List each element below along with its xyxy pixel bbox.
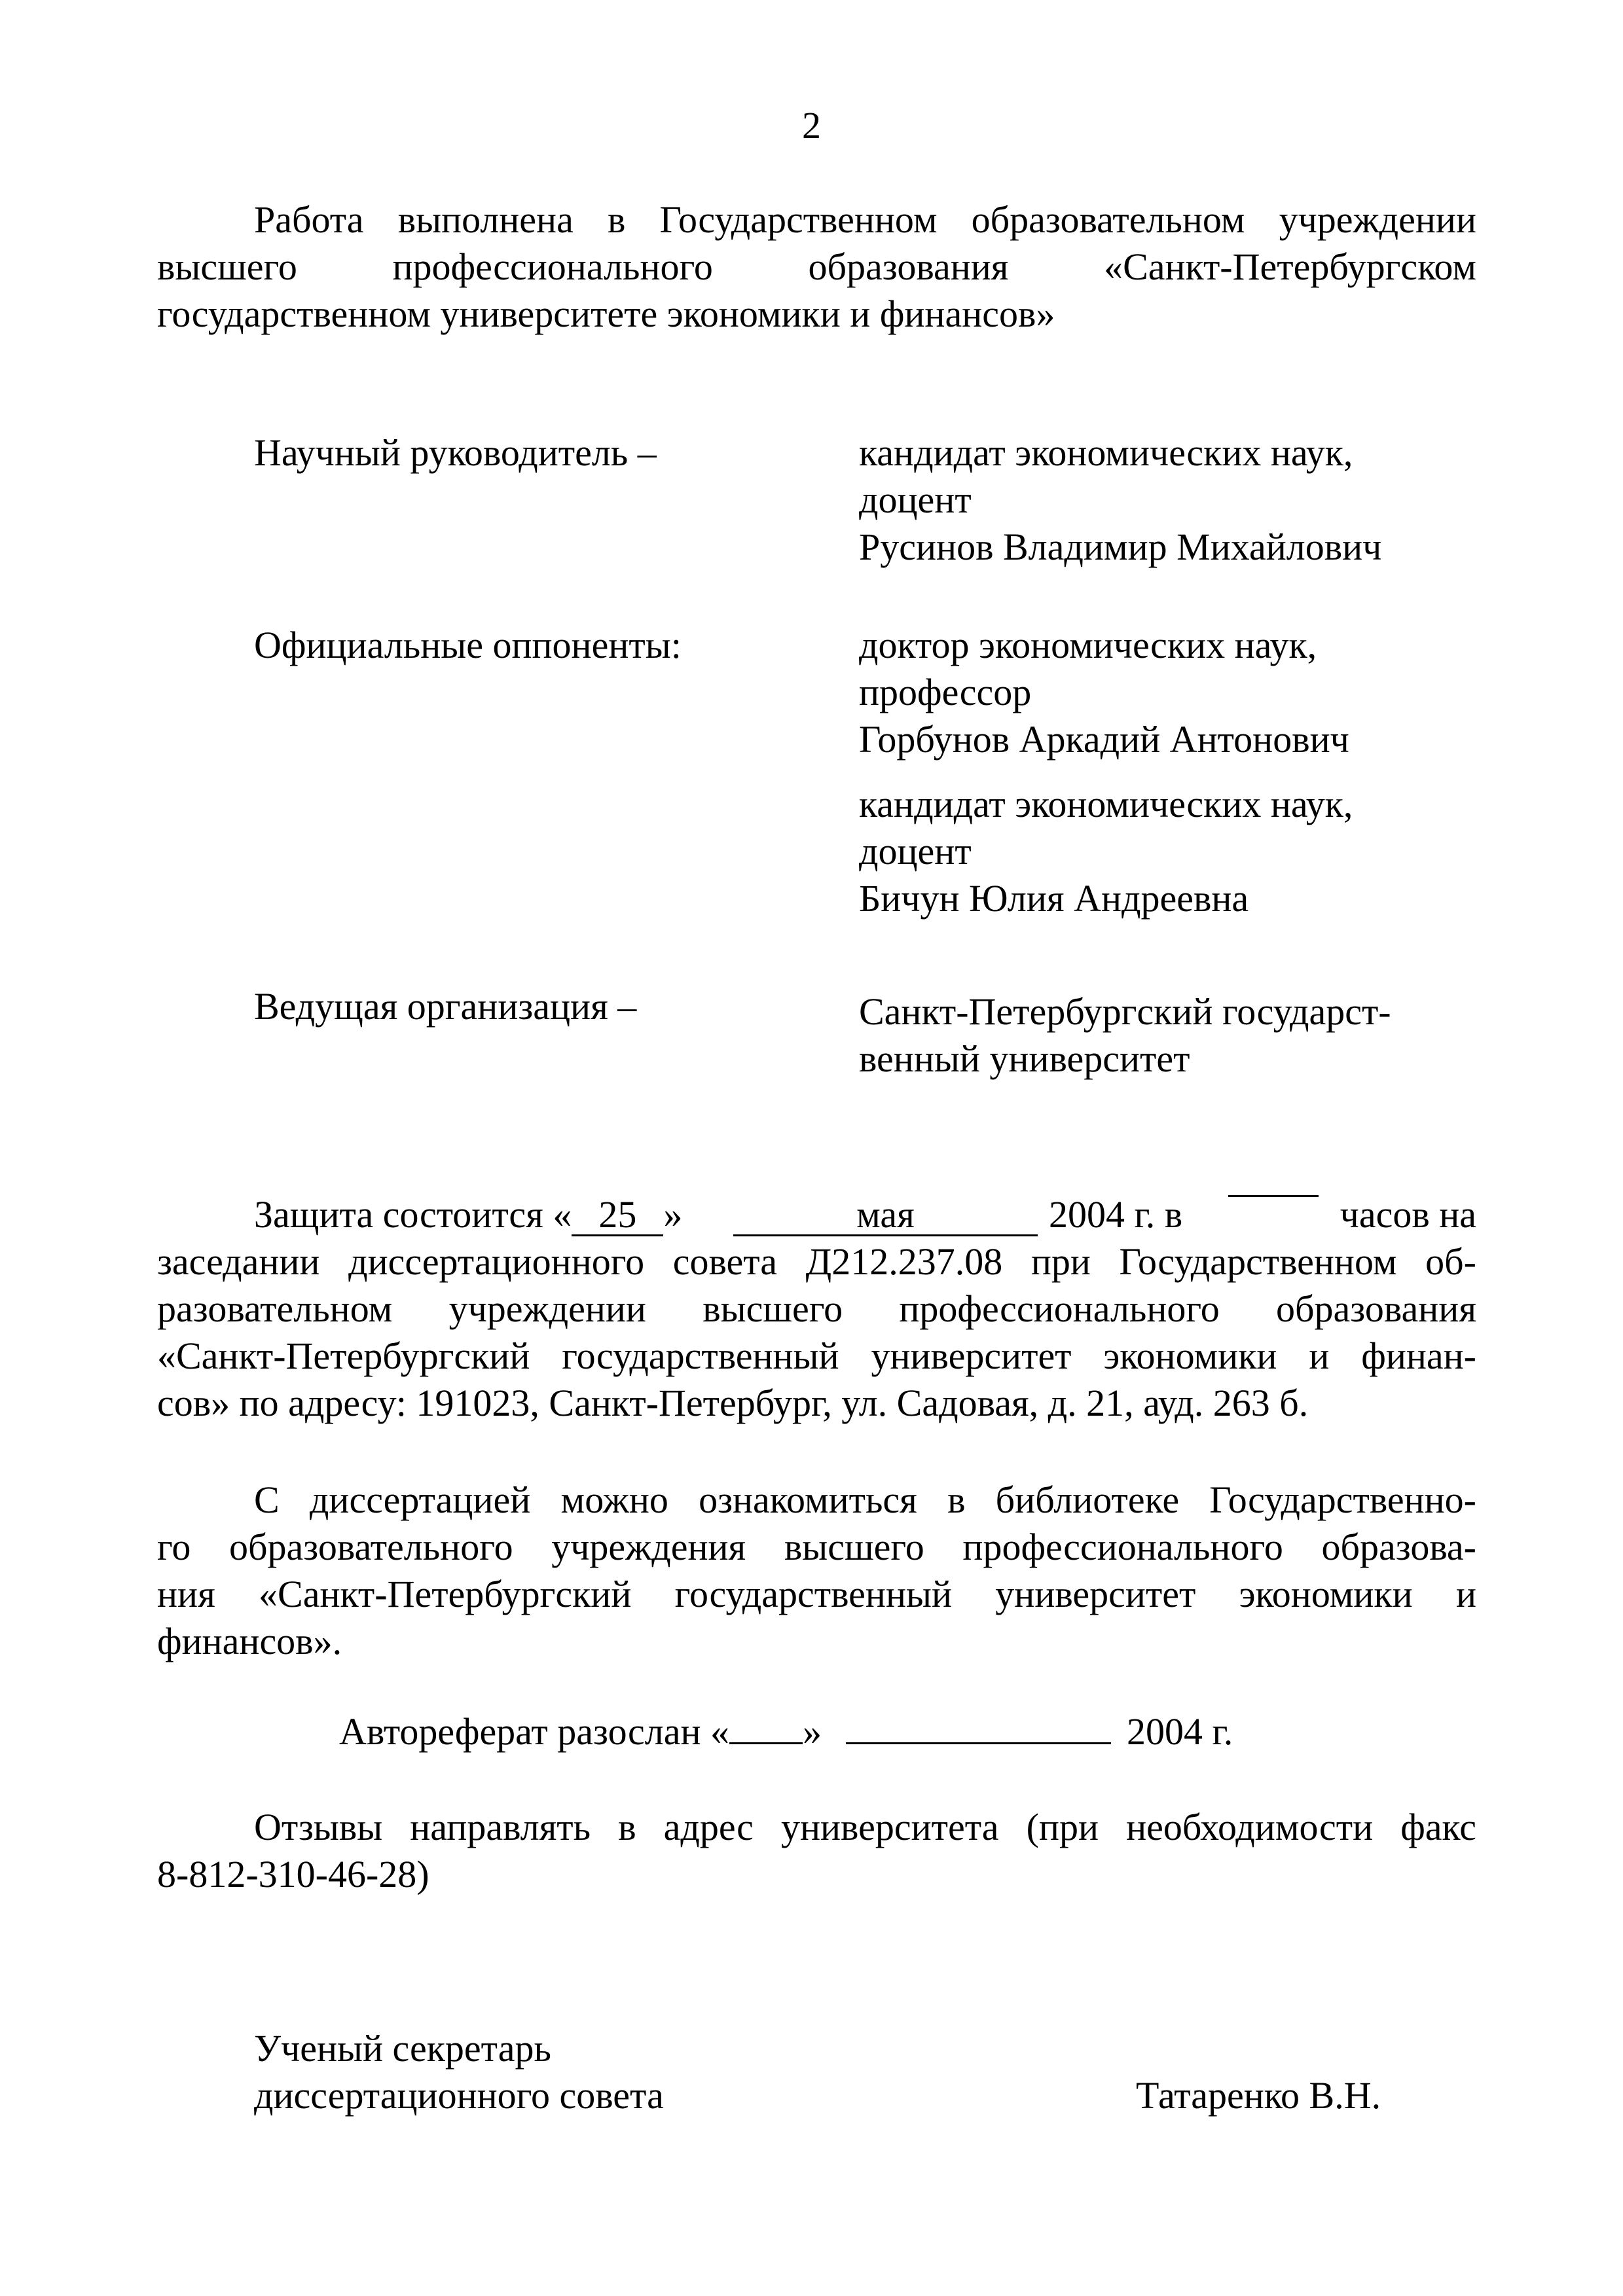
defense-month-blank (733, 1195, 1038, 1236)
defense-hours-blank (1228, 1195, 1319, 1197)
abstract-quote-close: » (803, 1710, 822, 1753)
defense-line-4: «Санкт-Петербургский государственный университет экономики и финан- (157, 1335, 1476, 1377)
opponent-degree: кандидат экономических наук, (859, 783, 1353, 825)
defense-paragraph (157, 1191, 1476, 1427)
abstract-sent-line (339, 1708, 1233, 1755)
reviews-line-2: 8-812-310-46-28) (157, 1853, 429, 1895)
defense-line-2: заседании диссертационного совета Д212.237.08 при Государственном об- (157, 1240, 1476, 1283)
leading-org-details (859, 988, 1391, 1083)
opponent-name: Бичун Юлия Андреевна (859, 877, 1249, 920)
opponent-1 (859, 622, 1349, 763)
abstract-prefix: Автореферат разослан « (339, 1710, 730, 1753)
advisor-label: Научный руководитель – (254, 431, 657, 474)
signature-role (254, 2025, 664, 2119)
library-line-3: ния «Санкт-Петербургский государственный университет экономики и (157, 1573, 1476, 1615)
defense-month: мая (856, 1193, 915, 1236)
opponent-title: доцент (859, 830, 972, 872)
leading-org-line-1: Санкт-Петербургский государст- (859, 990, 1391, 1033)
defense-line-5: сов» по адресу: 191023, Санкт-Петербург, ул. Садовая, д. 21, ауд. 263 б. (157, 1382, 1309, 1424)
opponent-degree: доктор экономических наук, (859, 624, 1317, 666)
defense-line-3: разовательном учреждении высшего профессионального образования (157, 1287, 1476, 1330)
intro-text: Работа выполнена в Государственном образовательном учреждении высшего профессионального образования «Санкт-Петербургском государственном университете экономики и финансов» (157, 198, 1476, 335)
advisor-degree: кандидат экономических наук, (859, 431, 1353, 474)
defense-prefix: Защита состоится « (254, 1193, 572, 1236)
abstract-day-blank (729, 1742, 803, 1744)
reviews-line-1: Отзывы направлять в адрес университета (при необходимости факс (254, 1806, 1476, 1848)
advisor-details (859, 429, 1381, 571)
defense-year: 2004 г. в (1049, 1193, 1183, 1236)
defense-quote-close: » (663, 1193, 683, 1236)
opponents-label: Официальные оппоненты: (254, 624, 682, 666)
defense-day-blank (572, 1195, 663, 1236)
page-number: 2 (802, 104, 821, 147)
library-line-1: С диссертацией можно ознакомиться в библиотеке Государственно- (254, 1479, 1476, 1521)
signature-name: Татаренко В.Н. (1136, 2074, 1381, 2117)
leading-org-label: Ведущая организация – (254, 985, 637, 1028)
opponent-2 (859, 781, 1353, 922)
signature-role-line-2: диссертационного совета (254, 2074, 664, 2117)
abstract-year: 2004 г. (1127, 1710, 1233, 1753)
abstract-month-blank (846, 1742, 1111, 1744)
intro-paragraph (157, 196, 1476, 338)
advisor-title: доцент (859, 478, 972, 521)
opponent-title: профессор (859, 671, 1032, 713)
defense-hours: часов на (1340, 1193, 1476, 1236)
leading-org-line-2: венный университет (859, 1037, 1190, 1080)
reviews-paragraph (157, 1804, 1476, 1898)
defense-day: 25 (598, 1193, 637, 1236)
library-line-2: го образовательного учреждения высшего профессионального образова- (157, 1526, 1476, 1568)
opponent-name: Горбунов Аркадий Антонович (859, 718, 1349, 761)
library-paragraph (157, 1477, 1476, 1665)
defense-line-1 (157, 1191, 1476, 1238)
advisor-name: Русинов Владимир Михайлович (859, 526, 1382, 568)
signature-role-line-1: Ученый секретарь (254, 2027, 551, 2070)
library-line-4: финансов». (157, 1620, 342, 1662)
